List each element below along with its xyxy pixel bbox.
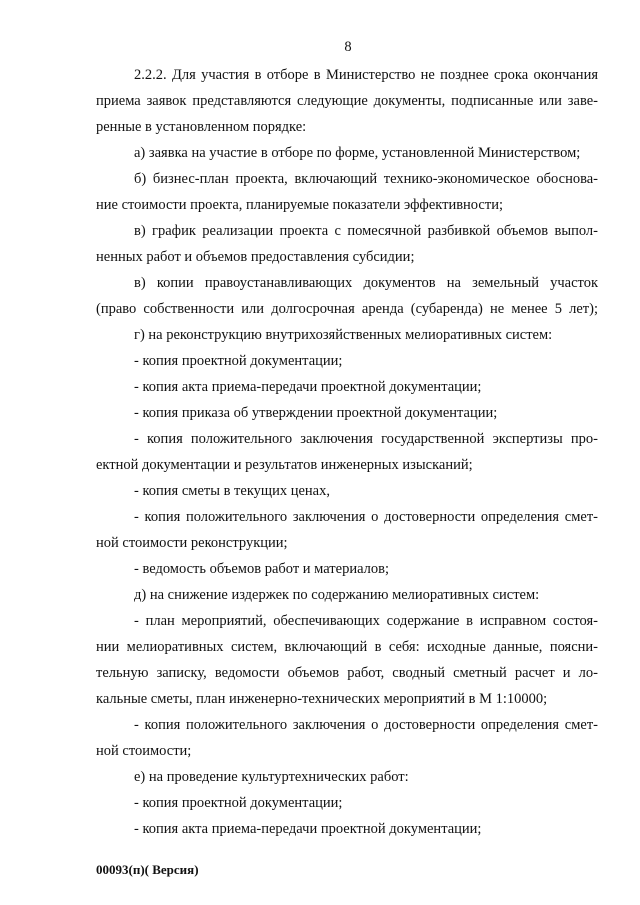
text-line: в) график реализации проекта с помесячной разбивкой объемов выпол-	[134, 223, 598, 239]
text-line: - копия положительного заключения о достоверности определения смет-	[134, 717, 598, 733]
text-line: 2.2.2. Для участия в отборе в Министерство не позднее срока окончания	[134, 67, 598, 83]
text-line: ние стоимости проекта, планируемые показатели эффективности;	[96, 197, 503, 213]
text-line: (право собственности или долгосрочная аренда (субаренда) не менее 5 лет);	[96, 301, 598, 317]
text-line: ненных работ и объемов предоставления субсидии;	[96, 249, 415, 265]
text-line: г) на реконструкцию внутрихозяйственных мелиоративных систем:	[134, 327, 553, 343]
text-line: а) заявка на участие в отборе по форме, установленной Министерством;	[134, 145, 581, 161]
text-line: приема заявок представляются следующие документы, подписанные или заве-	[96, 93, 598, 109]
text-line: ектной документации и результатов инженерных изысканий;	[96, 457, 473, 473]
text-line: - план мероприятий, обеспечивающих содержание в исправном состоя-	[134, 613, 598, 629]
text-line: ной стоимости;	[96, 743, 192, 759]
document-footer: 00093(п)( Версия)	[96, 862, 199, 877]
document-body	[96, 66, 598, 846]
text-line: б) бизнес-план проекта, включающий технико-экономическое обоснова-	[134, 171, 598, 187]
text-line: в) копии правоустанавливающих документов на земельный участок	[134, 275, 598, 291]
text-line: нии мелиоративных систем, включающий в себя: исходные данные, поясни-	[96, 639, 598, 655]
text-line: - копия акта приема-передачи проектной документации;	[134, 379, 482, 395]
text-line: - копия акта приема-передачи проектной документации;	[134, 821, 482, 837]
text-line: - копия положительного заключения государственной экспертизы про-	[134, 431, 598, 447]
text-line: ренные в установленном порядке:	[96, 119, 307, 135]
text-line: - копия проектной документации;	[134, 795, 343, 811]
text-line: - копия положительного заключения о достоверности определения смет-	[134, 509, 598, 525]
text-line: д) на снижение издержек по содержанию мелиоративных систем:	[134, 587, 540, 603]
text-line: - копия приказа об утверждении проектной документации;	[134, 405, 498, 421]
text-line: тельную записку, ведомости объемов работ, сводный сметный расчет и ло-	[96, 665, 598, 681]
text-line: ной стоимости реконструкции;	[96, 535, 288, 551]
text-line: - копия сметы в текущих ценах,	[134, 483, 330, 499]
text-line: е) на проведение культуртехнических работ:	[134, 769, 409, 785]
page-number: 8	[344, 39, 352, 55]
text-line: - ведомость объемов работ и материалов;	[134, 561, 390, 577]
text-line: кальные сметы, план инженерно-технических мероприятий в М 1:10000;	[96, 691, 548, 707]
text-line: - копия проектной документации;	[134, 353, 343, 369]
